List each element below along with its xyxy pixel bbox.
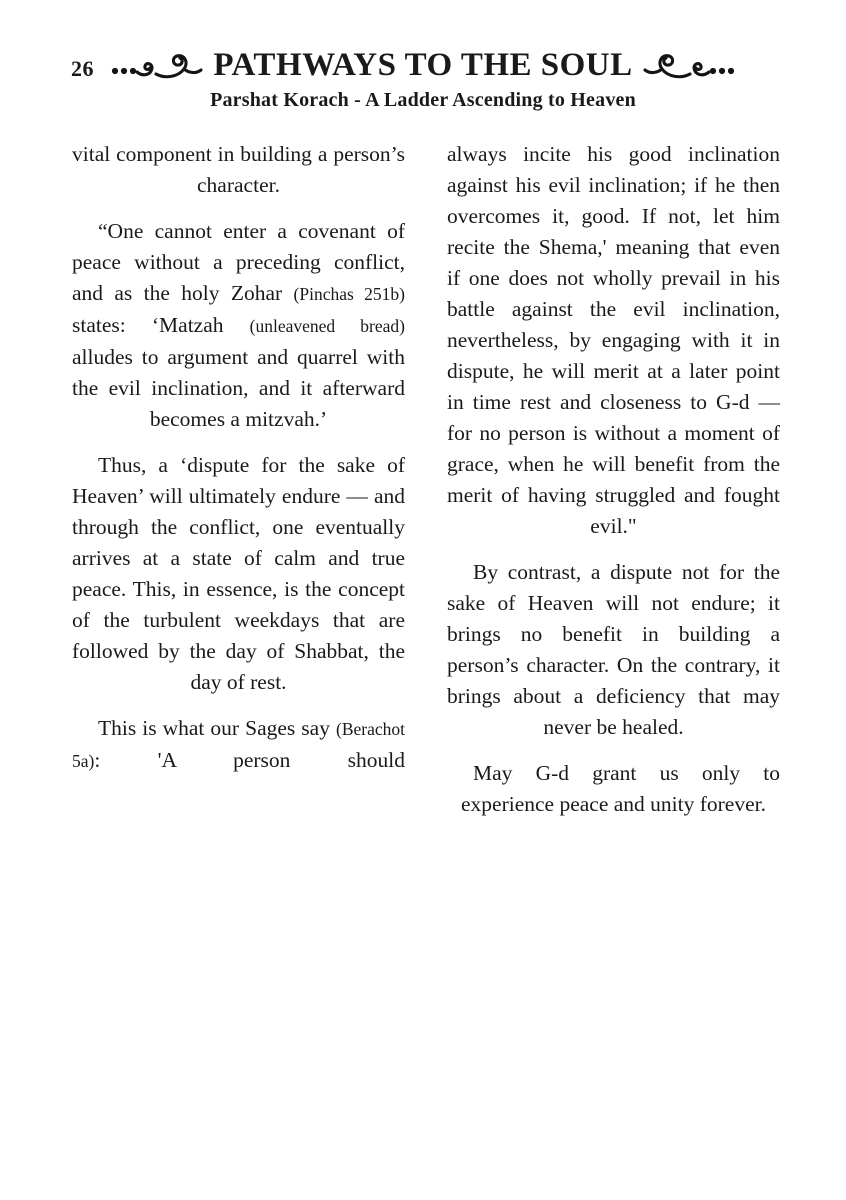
- text-run: always incite his good inclination against his evil inclination; if he then overcomes it, good. If not, let him recite the Shema,' meaning that even if one does not wholly prevail in his battle against the evil inclination, nevertheless, by engaging with it in dispute, he will merit at a later point in time rest and closeness to G-d — for no person is without a moment of grace, when he will benefit from the merit of having struggled and fought evil.": [447, 142, 780, 538]
- citation: (Berachot 5a): [72, 719, 405, 771]
- paragraph: [447, 758, 780, 820]
- paragraph: [72, 450, 405, 698]
- text-run: alludes to argument and quarrel with the evil inclination, and it afterward becomes a mitzvah.’: [72, 345, 405, 431]
- citation: (unleavened bread): [249, 316, 405, 336]
- text-run: Thus, a ‘dispute for the sake of Heaven’ will ultimately endure — and through the conflict, one eventually arrives at a state of calm and true peace. This, in essence, is the concept of the turbulent weekdays that are followed by the day of Shabbat, the day of rest.: [72, 453, 405, 694]
- title-row: [0, 47, 846, 84]
- book-title: PATHWAYS TO THE SOUL: [213, 47, 633, 83]
- paragraph: [447, 139, 780, 542]
- page-number: 26: [71, 56, 94, 81]
- text-run: May G-d grant us only to experience peace and unity forever.: [460, 761, 780, 816]
- right-column: [447, 139, 780, 835]
- citation: (Pinchas 251b): [293, 284, 405, 304]
- text-columns: [72, 139, 780, 835]
- paragraph: [72, 139, 405, 201]
- page-header: [0, 0, 846, 112]
- paragraph: [72, 216, 405, 435]
- left-column: [72, 139, 405, 835]
- text-run: This is what our Sages say: [98, 716, 336, 740]
- text-run: By contrast, a dispute not for the sake of Heaven will not endure; it brings no benefit in building a person’s character. On the contrary, it brings about a deficiency that may never be healed.: [447, 560, 780, 739]
- text-run: vital component in building a person’s character.: [72, 142, 405, 197]
- text-run: “One cannot enter a covenant of peace without a preceding conflict, and as the holy Zohar: [72, 219, 405, 305]
- scroll-flourish-right-icon: [640, 51, 736, 81]
- paragraph: [72, 713, 405, 777]
- scroll-flourish-left-icon: [110, 51, 206, 81]
- paragraph: [447, 557, 780, 743]
- text-run: : 'A person should: [94, 748, 405, 772]
- text-run: states: ‘Matzah: [72, 313, 250, 337]
- chapter-subtitle: Parshat Korach - A Ladder Ascending to Heaven: [210, 89, 636, 111]
